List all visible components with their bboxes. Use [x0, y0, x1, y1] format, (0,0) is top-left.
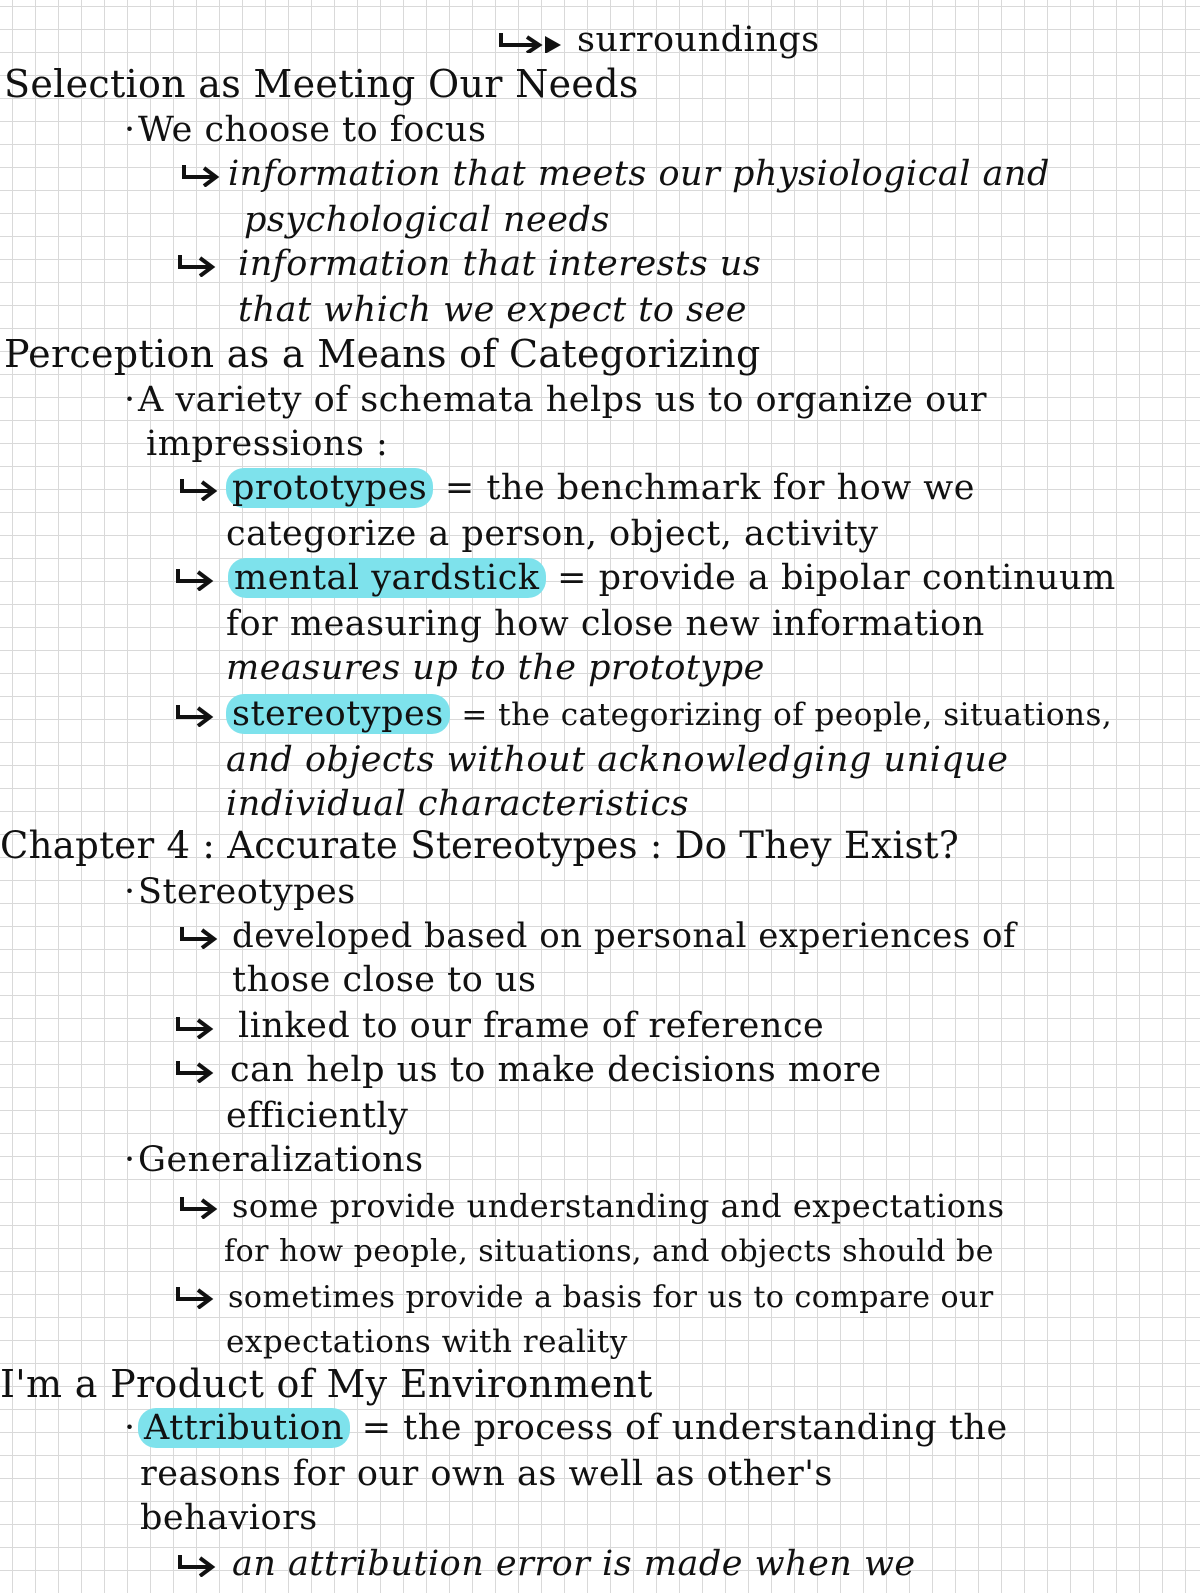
note-line: psychological needs [244, 200, 610, 240]
hooked-arrow-icon [174, 556, 228, 600]
note-line: individual characteristics [226, 784, 690, 824]
hooked-arrow-icon [178, 914, 232, 958]
note-line [124, 870, 356, 914]
note-text: Generalizations [138, 1140, 424, 1180]
note-text: = the categorizing of people, situations, [461, 697, 1113, 733]
note-line: for measuring how close new information [226, 604, 985, 644]
bullet-dot-icon: · [124, 1140, 136, 1180]
note-text: can help us to make decisions more [230, 1050, 882, 1090]
hooked-arrow-icon [180, 152, 228, 196]
note-line: for how people, situations, and objects should be [224, 1234, 994, 1269]
note-line [174, 1048, 882, 1092]
section-heading: Chapter 4 : Accurate Stereotypes : Do They Exist? [0, 824, 960, 867]
note-line [176, 242, 761, 286]
note-text: A variety of schemata helps us to organize our [138, 380, 987, 420]
hooked-arrow-icon [174, 692, 226, 736]
highlighted-term: prototypes [226, 468, 433, 508]
section-heading: Selection as Meeting Our Needs [4, 62, 639, 106]
highlighted-term: stereotypes [226, 694, 450, 734]
note-line [174, 1004, 824, 1048]
bullet-dot-icon: · [124, 872, 136, 912]
note-text: some provide understanding and expectations [232, 1187, 1005, 1225]
note-text: sometimes provide a basis for us to compare our [228, 1280, 994, 1315]
note-line: categorize a person, object, activity [226, 514, 879, 554]
note-line: impressions : [146, 424, 389, 464]
section-heading: I'm a Product of My Environment [0, 1362, 653, 1406]
note-text: information that interests us [238, 244, 762, 284]
note-line: those close to us [232, 960, 537, 1000]
note-line [174, 556, 1116, 600]
note-text: surroundings [577, 20, 820, 60]
note-line [124, 1138, 424, 1182]
note-text: = the process of understanding the [361, 1408, 1008, 1448]
bullet-dot-icon: · [124, 1408, 136, 1448]
note-line [124, 1406, 1008, 1450]
note-text: We choose to focus [138, 110, 487, 150]
note-line: efficiently [226, 1096, 409, 1136]
bullet-dot-icon: · [124, 380, 136, 420]
hooked-arrow-icon [176, 1542, 232, 1586]
hooked-arrow-icon [174, 1004, 238, 1048]
note-line: and objects without acknowledging unique [226, 740, 1009, 780]
note-line: behaviors [140, 1498, 318, 1538]
note-line: expectations with reality [226, 1324, 628, 1360]
note-line [178, 1184, 1004, 1228]
hooked-arrow-icon [176, 242, 238, 286]
note-line [124, 378, 987, 422]
note-text: developed based on personal experiences of [232, 916, 1017, 956]
note-text: Stereotypes [138, 872, 356, 912]
note-text: an attribution error is made when we [232, 1544, 916, 1584]
note-line [176, 1542, 916, 1586]
note-line [178, 466, 975, 510]
hooked-arrow-icon [497, 18, 577, 62]
note-line [124, 108, 486, 152]
note-line: measures up to the prototype [226, 648, 765, 688]
section-heading: Perception as a Means of Categorizing [4, 332, 761, 376]
hooked-arrow-icon [174, 1274, 228, 1318]
note-line [178, 914, 1016, 958]
hooked-arrow-icon [174, 1048, 230, 1092]
hooked-arrow-icon [178, 1184, 232, 1228]
note-text: information that meets our physiological and [228, 154, 1050, 194]
note-line [180, 152, 1050, 196]
note-text: = the benchmark for how we [444, 468, 975, 508]
bullet-dot-icon: · [124, 110, 136, 150]
note-line: that which we expect to see [238, 290, 747, 330]
note-text: = provide a bipolar continuum [557, 558, 1116, 598]
hooked-arrow-icon [178, 466, 226, 510]
note-line [497, 18, 820, 62]
note-line [174, 1274, 994, 1320]
note-line: reasons for our own as well as other's [140, 1454, 833, 1494]
highlighted-term: mental yardstick [228, 558, 546, 598]
note-line [174, 692, 1112, 737]
highlighted-term: Attribution [138, 1408, 350, 1448]
note-text: linked to our frame of reference [238, 1006, 825, 1046]
